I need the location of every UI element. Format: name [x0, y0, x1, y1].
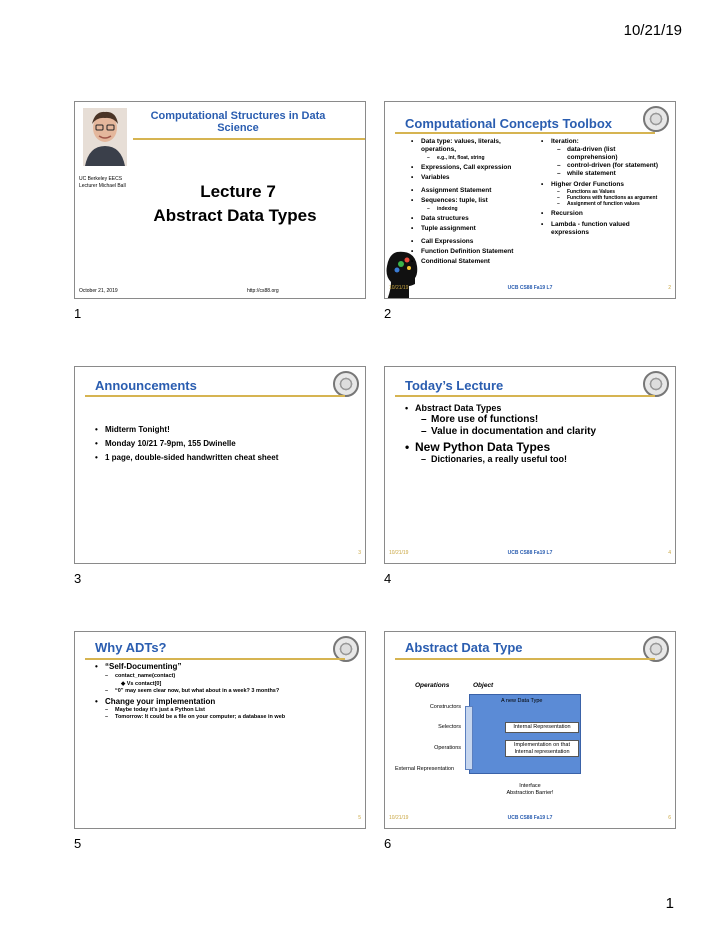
toolbox-item: • Expressions, Call expression — [411, 164, 537, 172]
lecture-date: October 21, 2019 — [79, 288, 118, 294]
lecture-topics — [405, 403, 660, 465]
toolbox-subitem: – while statement — [557, 170, 665, 178]
toolbox-subitem: – Functions with functions as argument — [557, 195, 665, 201]
lecturer-photo — [83, 108, 127, 166]
topic-item: • Abstract Data Types – More use of functions! – Value in documentation and clarity — [405, 403, 660, 438]
footer-slide-number: 5 — [358, 815, 361, 821]
berkeley-seal-icon — [643, 106, 669, 132]
diamond-bullet-icon: ◆ — [121, 681, 127, 687]
slide-number-1: 1 — [74, 306, 82, 321]
announcement-item: • Monday 10/21 7-9pm, 155 Dwinelle — [95, 439, 345, 449]
internal-representation-box: Internal Representation — [505, 722, 579, 733]
lecture-subtitle: Abstract Data Types — [153, 206, 317, 225]
berkeley-seal-icon — [333, 371, 359, 397]
footer-course: UCB CS88 Fa19 L7 — [507, 815, 553, 821]
page-number: 1 — [665, 895, 674, 912]
new-data-type-label: A new Data Type — [501, 698, 543, 704]
slide-footer — [385, 550, 675, 560]
lecture-number: Lecture 7 — [200, 182, 276, 201]
toolbox-subitem: – e.g., int, float, string — [427, 154, 537, 162]
footer-slide-number: 4 — [668, 550, 671, 556]
toolbox-subitem: – Functions as Values — [557, 189, 665, 195]
slide-number-4: 4 — [384, 571, 392, 586]
slide-5 — [74, 631, 366, 829]
why-subsubitem: ◆ Vs contact[0] — [121, 681, 162, 687]
interface-label: Interface — [519, 783, 541, 789]
announcement-item: • Midterm Tonight! — [95, 425, 345, 435]
object-header: Object — [473, 682, 494, 689]
toolbox-item: • Tuple assignment — [411, 225, 537, 233]
toolbox-subitem: – indexing — [427, 205, 537, 213]
slide-footer — [385, 815, 675, 825]
toolbox-item: • Variables — [411, 174, 537, 182]
adt-object-box — [469, 694, 581, 774]
title-rule — [85, 395, 345, 397]
toolbox-subitem: – control-driven (for statement) — [557, 162, 665, 170]
title-rule — [85, 658, 345, 660]
footer-date: 10/21/19 — [389, 550, 409, 556]
toolbox-item: • Lambda - function valued expressions — [541, 221, 665, 237]
footer-slide-number: 2 — [668, 285, 671, 291]
footer-slide-number: 6 — [668, 815, 671, 821]
title-rule — [395, 658, 655, 660]
interface-strip — [465, 706, 473, 770]
title-rule — [395, 395, 655, 397]
slide-1 — [74, 101, 366, 299]
operations-label: Operations — [434, 745, 461, 751]
toolbox-item: • Higher Order Functions – Functions as Values – Functions with functions as argument – Assignment of function values — [541, 181, 665, 207]
footer-course: UCB CS88 Fa19 L7 — [507, 550, 553, 556]
selectors-label: Selectors — [438, 724, 461, 730]
lecturer-name: Lecturer Michael Ball — [79, 183, 126, 189]
toolbox-right-column — [541, 138, 665, 237]
why-item: • Change your implementation — [95, 697, 350, 707]
why-subitem: – “0” may seem clear now, but what about in a week? 3 months? — [105, 688, 350, 695]
constructors-label: Constructors — [429, 704, 461, 710]
slide-title: Computational Structures in Data Science — [150, 110, 326, 134]
topic-item: • New Python Data Types – Dictionaries, a really useful too! — [405, 440, 660, 465]
why-subitem: – contact_name(contact) — [105, 672, 350, 680]
page-header-date: 10/21/19 — [623, 22, 682, 39]
toolbox-item: • Function Definition Statement — [411, 248, 537, 256]
why-subitem: – Maybe today it’s just a Python List — [105, 707, 350, 714]
implementation-box: Implementation on that Internal representation — [505, 740, 579, 757]
toolbox-item: • Sequences: tuple, list – indexing — [411, 197, 537, 213]
footer-date: 10/21/19 — [389, 815, 409, 821]
toolbox-item: • Assignment Statement — [411, 187, 537, 195]
external-representation-label: External Representation — [395, 766, 455, 772]
slide-footer — [385, 285, 675, 295]
slide-4 — [384, 366, 676, 564]
slide-6 — [384, 631, 676, 829]
why-adt-list — [95, 662, 350, 721]
title-rule — [395, 132, 655, 134]
announcement-list — [95, 425, 345, 463]
affiliation: UC Berkeley EECS — [79, 176, 123, 182]
slide-number-2: 2 — [384, 306, 392, 321]
slide-number-3: 3 — [74, 571, 82, 586]
announcement-item: • 1 page, double-sided handwritten cheat sheet — [95, 453, 345, 463]
berkeley-seal-icon — [643, 371, 669, 397]
toolbox-item: • Conditional Statement — [411, 258, 537, 266]
toolbox-item: • Data type: values, literals, operations, – e.g., int, float, string — [411, 138, 537, 162]
toolbox-item: • Iteration: – data-driven (list comprehension) – control-driven (for statement) – while statement — [541, 138, 665, 178]
course-url: http://cs88.org — [247, 288, 279, 294]
slide-title: Announcements — [95, 378, 197, 393]
slide-footer — [75, 815, 365, 825]
slide-title: Abstract Data Type — [405, 640, 523, 655]
why-item: • “Self-Documenting” — [95, 662, 350, 672]
toolbox-subitem: – Assignment of function values — [557, 201, 665, 207]
why-subitem: – Tomorrow: It could be a file on your computer; a database in web — [105, 714, 350, 721]
slide-3 — [74, 366, 366, 564]
slide-title: Today’s Lecture — [405, 378, 504, 393]
footer-course: UCB CS88 Fa19 L7 — [507, 285, 553, 291]
operations-header: Operations — [415, 682, 450, 689]
slide-2 — [384, 101, 676, 299]
slide-title: Why ADTs? — [95, 640, 167, 655]
topic-subitem: – More use of functions! — [421, 414, 660, 426]
slide-number-5: 5 — [74, 836, 82, 851]
toolbox-left-column — [411, 138, 537, 266]
slide-number-6: 6 — [384, 836, 392, 851]
topic-subitem: – Dictionaries, a really useful too! — [421, 454, 660, 465]
topic-subitem: – Value in documentation and clarity — [421, 426, 660, 438]
slide-footer — [75, 550, 365, 560]
footer-slide-number: 3 — [358, 550, 361, 556]
toolbox-subitem: – data-driven (list comprehension) — [557, 146, 665, 162]
footer-date: 10/21/19 — [389, 285, 409, 291]
toolbox-item: • Recursion — [541, 210, 665, 218]
slide-title: Computational Concepts Toolbox — [405, 116, 613, 131]
toolbox-item: • Data structures — [411, 215, 537, 223]
title-rule — [133, 138, 365, 140]
toolbox-item: • Call Expressions — [411, 238, 537, 246]
abstraction-barrier-label: Abstraction Barrier! — [506, 790, 554, 796]
